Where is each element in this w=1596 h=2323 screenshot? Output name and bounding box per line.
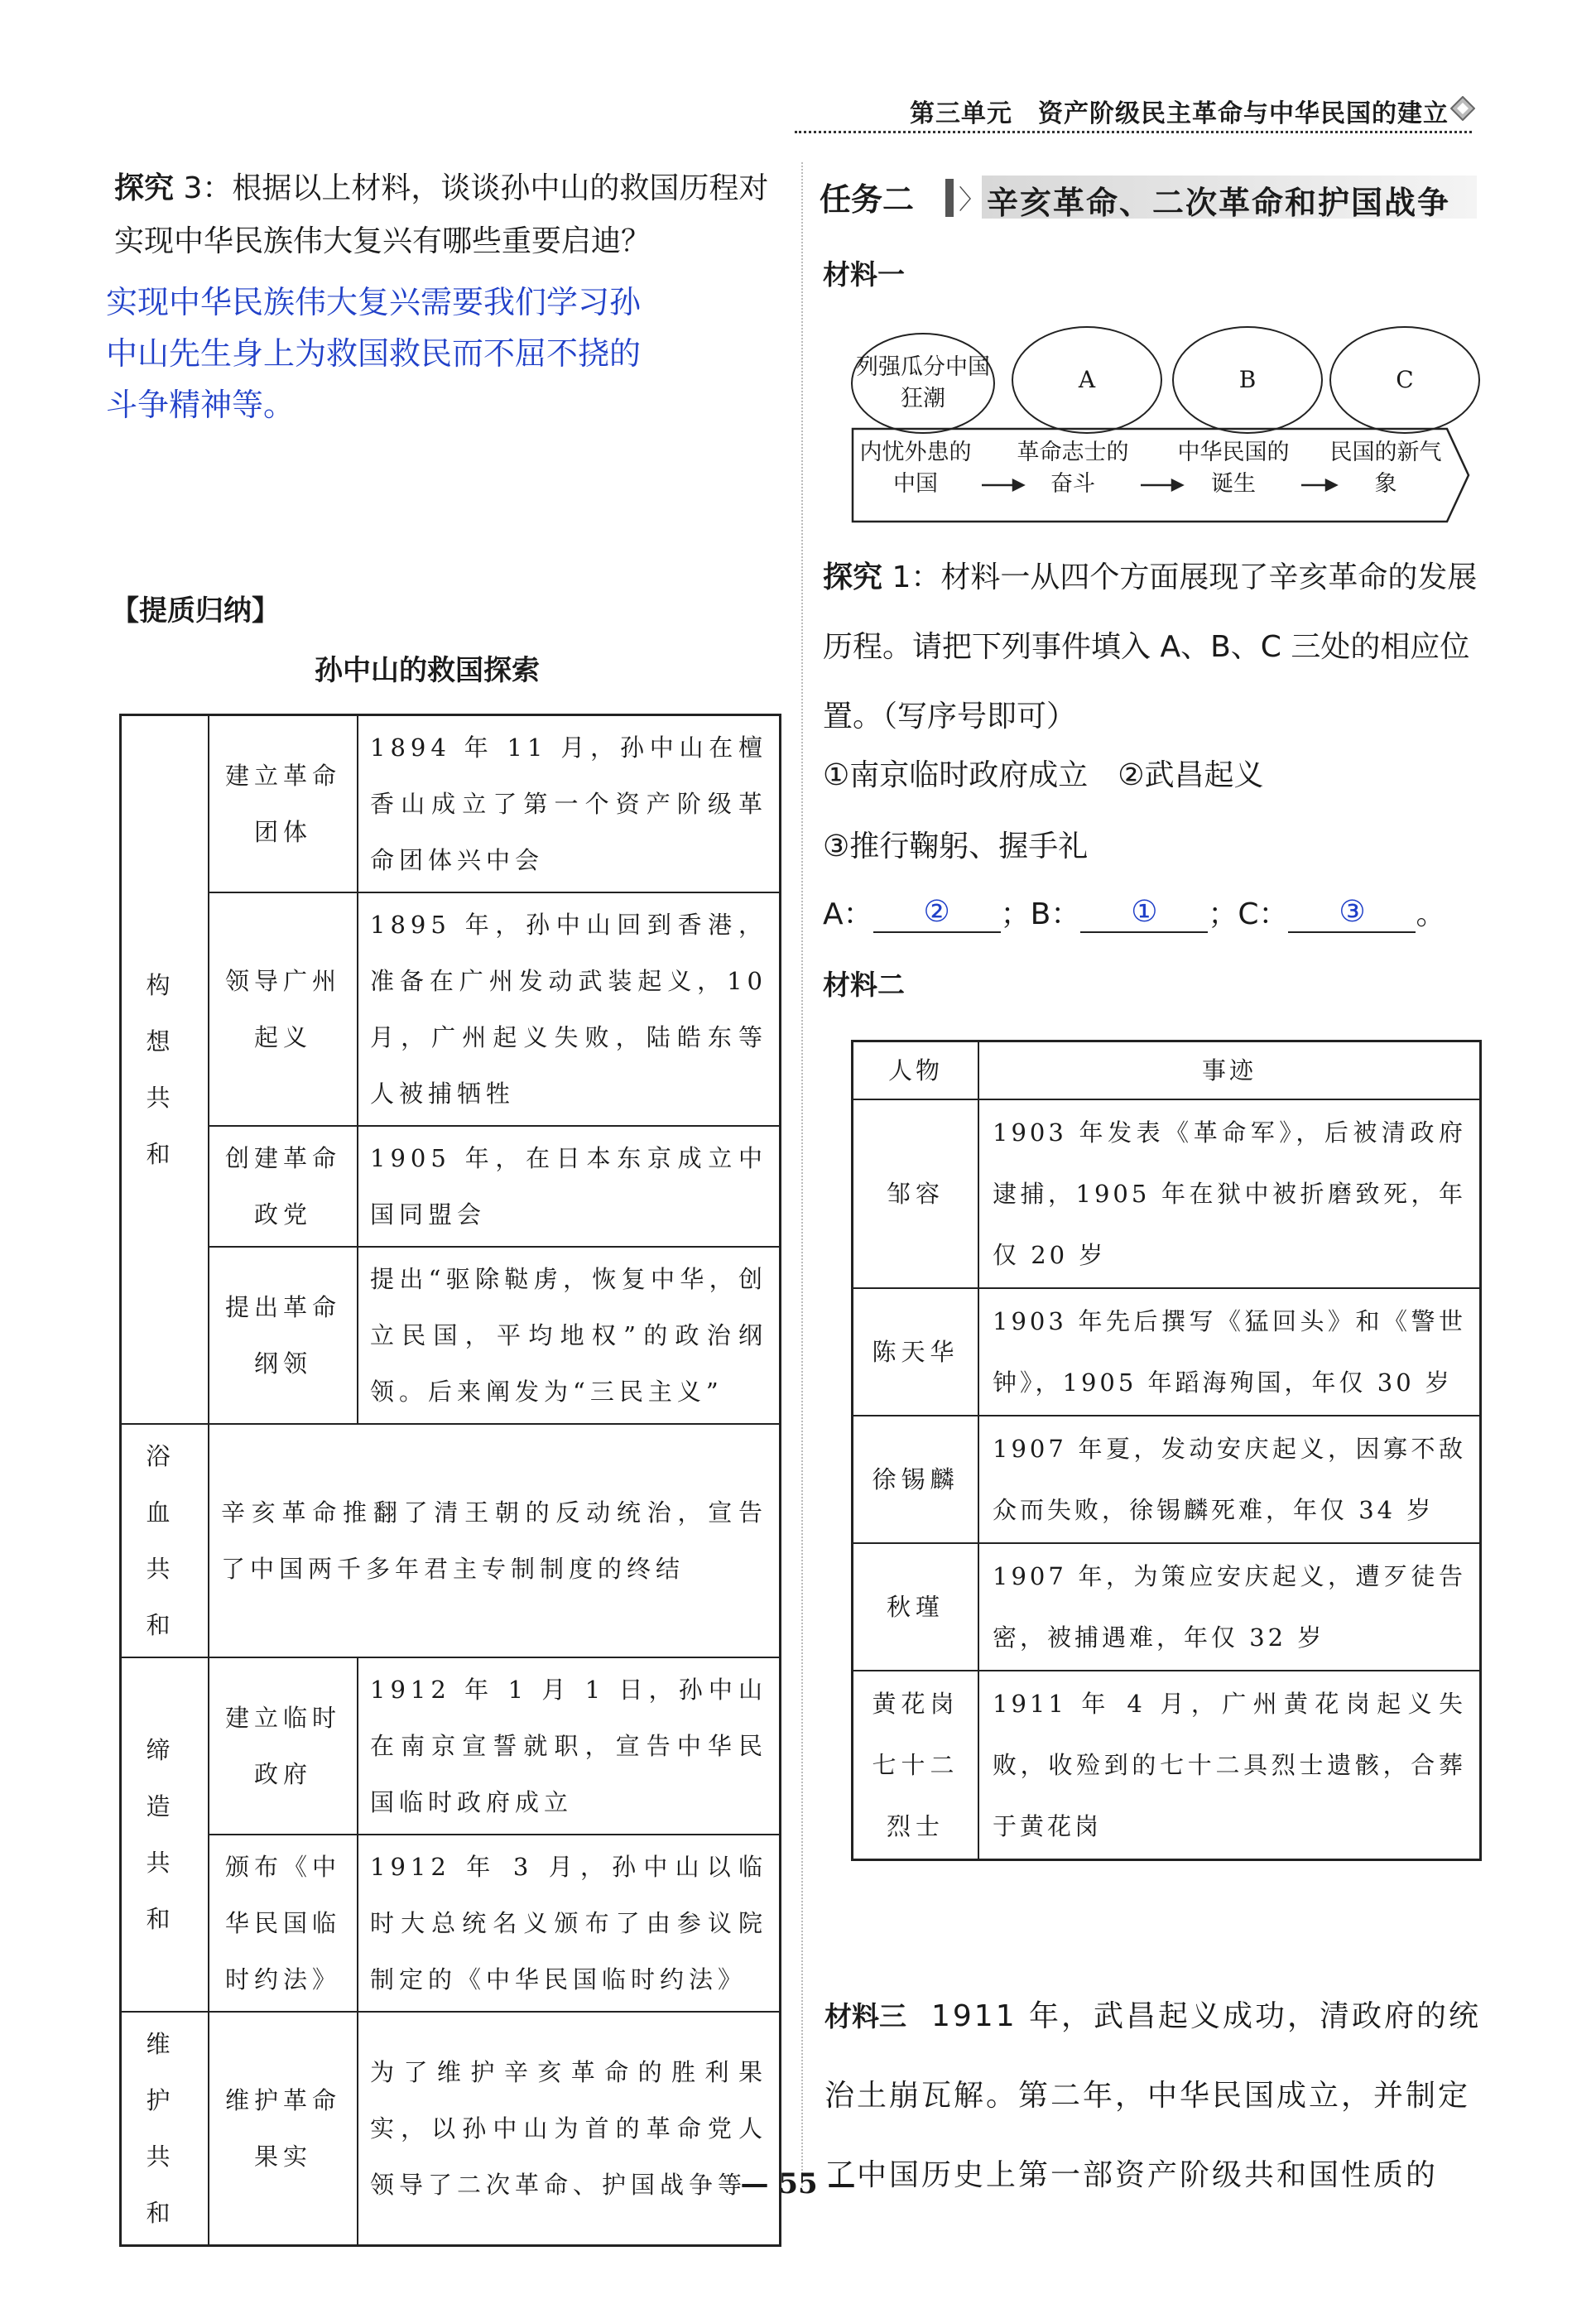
description-cell: 1912 年 1 月 1 日，孙中山在南京宣誓就职，宣告中华民国临时政府成立 <box>358 1657 781 1835</box>
header-diamond-icon <box>1450 96 1475 121</box>
description-cell: 提出“驱除鞑虏，恢复中华，创立民国，平均地权”的政治纲领。后来阐发为“三民主义” <box>358 1247 781 1424</box>
person-name: 黄花岗七十二烈士 <box>853 1671 979 1860</box>
diagram-ellipse-a: A <box>1012 326 1162 434</box>
task-label: 任务二 <box>820 181 915 218</box>
action-cell: 维护革命果实 <box>209 2012 358 2246</box>
blank-b-label: ；B： <box>1000 897 1081 931</box>
action-cell: 领导广州起义 <box>209 892 358 1126</box>
event-options-line-2: ③推行鞠躬、握手礼 <box>823 830 1089 863</box>
material-2-label: 材料二 <box>823 969 905 1001</box>
blank-a-answer[interactable]: ② <box>873 893 1001 933</box>
explore-1-question <box>823 543 1493 752</box>
explore-1-text: 1：材料一从四个方面展现了辛亥革命的发展历程。请把下列事件填入 A、B、C 三处的相应位置。（写序号即可） <box>823 560 1478 733</box>
action-cell: 颁布《中华民国临时约法》 <box>209 1835 358 2012</box>
material-1-label: 材料一 <box>823 258 905 291</box>
blank-c-answer[interactable]: ③ <box>1288 893 1416 933</box>
person-name: 秋瑾 <box>853 1543 979 1671</box>
unit-header-title: 第三单元 资产阶级民主革命与中华民国的建立 <box>910 99 1449 128</box>
task-banner <box>820 171 1482 222</box>
table-row <box>853 1288 1481 1416</box>
person-name: 邹容 <box>853 1099 979 1288</box>
chevron-right-icon: 〉 <box>959 184 986 215</box>
diagram-ellipse: 列强瓜分中国狂潮 <box>851 333 995 434</box>
table-row <box>853 1543 1481 1671</box>
flow-step: 内忧外患的中国 <box>859 440 972 497</box>
category-cell: 浴血共和 <box>121 1424 209 1657</box>
table-row <box>121 1657 781 1835</box>
person-name: 陈天华 <box>853 1288 979 1416</box>
flow-step: 民国的新气象 <box>1329 440 1442 497</box>
blank-a-label: A： <box>823 897 873 931</box>
description-cell: 辛亥革命推翻了清王朝的反动统治，宣告了中国两千多年君主专制制度的终结 <box>209 1424 781 1657</box>
sun-yatsen-exploration-table <box>119 714 781 2247</box>
action-cell: 创建革命政党 <box>209 1126 358 1247</box>
column-header-deeds: 事迹 <box>978 1041 1481 1100</box>
explore-1-label: 探究 <box>823 560 883 594</box>
explore-3-label: 探究 <box>114 171 175 205</box>
action-cell: 提出革命纲领 <box>209 1247 358 1424</box>
table-row <box>121 2012 781 2246</box>
action-cell: 建立革命团体 <box>209 715 358 893</box>
event-options-line-1: ①南京临时政府成立 ②武昌起义 <box>823 758 1264 792</box>
explore-3-text: 3：根据以上材料，谈谈孙中山的救国历程对实现中华民族伟大复兴有哪些重要启迪？ <box>114 171 769 258</box>
diagram-ellipse-b: B <box>1172 326 1323 434</box>
description-cell: 为了维护辛亥革命的胜利果实，以孙中山为首的革命党人领导了二次革命、护国战争等 <box>358 2012 781 2246</box>
table-row <box>853 1099 1481 1288</box>
explore-3-question <box>114 162 793 268</box>
material-3-text: 1911 年，武昌起义成功，清政府的统治土崩瓦解。第二年，中华民国成立，并制定了中国历史上第一部资产阶级共和国性质的 <box>824 1999 1482 2192</box>
description-cell: 1912 年 3 月，孙中山以临时大总统名义颁布了由参议院制定的《中华民国临时约法》 <box>358 1835 781 2012</box>
person-deed: 1907 年，为策应安庆起义，遭歹徒告密，被捕遇难，年仅 32 岁 <box>978 1543 1481 1671</box>
description-cell: 1894 年 11 月，孙中山在檀香山成立了第一个资产阶级革命团体兴中会 <box>358 715 781 893</box>
page-number: — 55 — <box>740 2167 856 2200</box>
task-title: 辛亥革命、二次革命和护国战争 <box>987 185 1451 221</box>
person-deed: 1907 年夏，发动安庆起义，因寡不敌众而失败，徐锡麟死难，年仅 34 岁 <box>978 1416 1481 1543</box>
header-rule <box>795 131 1472 133</box>
table-header-row <box>853 1041 1481 1100</box>
revolution-flow-diagram <box>844 318 1473 525</box>
flow-step: 革命志士的奋斗 <box>1017 440 1129 497</box>
table-row <box>121 715 781 893</box>
flow-step: 中华民国的诞生 <box>1177 440 1290 497</box>
person-deed: 1903 年发表《革命军》，后被清政府逮捕，1905 年在狱中被折磨致死，年仅 20 岁 <box>978 1099 1481 1288</box>
column-divider <box>801 162 803 2191</box>
explore-3-answer: 实现中华民族伟大复兴需要我们学习孙中山先生身上为救国救民而不屈不挠的斗争精神等。 <box>106 284 642 423</box>
table-row <box>121 1424 781 1657</box>
revolutionaries-table <box>851 1040 1482 1861</box>
blank-c-label: ；C： <box>1208 897 1289 931</box>
category-cell: 缔造共和 <box>121 1657 209 2012</box>
action-cell: 建立临时政府 <box>209 1657 358 1835</box>
person-deed: 1911 年 4 月，广州黄花岗起义失败，收殓到的七十二具烈士遗骸，合葬于黄花岗 <box>978 1671 1481 1860</box>
table-row <box>121 1835 781 2012</box>
description-cell: 1905 年，在日本东京成立中国同盟会 <box>358 1126 781 1247</box>
table-row <box>853 1671 1481 1860</box>
category-cell: 构想共和 <box>121 715 209 1425</box>
table-row <box>121 1247 781 1424</box>
blank-b-answer[interactable]: ① <box>1080 893 1208 933</box>
sun-table-title: 孙中山的救国探索 <box>315 654 540 687</box>
task-bar-icon <box>945 179 954 217</box>
material-3-label: 材料三 <box>824 2000 906 2032</box>
person-deed: 1903 年先后撰写《猛回头》和《警世钟》，1905 年蹈海殉国，年仅 30 岁 <box>978 1288 1481 1416</box>
person-name: 徐锡麟 <box>853 1416 979 1543</box>
table-row <box>121 892 781 1126</box>
category-cell: 维护共和 <box>121 2012 209 2246</box>
column-header-person: 人物 <box>853 1041 979 1100</box>
fill-end: 。 <box>1416 897 1446 931</box>
description-cell: 1895 年，孙中山回到香港，准备在广州发动武装起义，10 月，广州起义失败，陆皓东等人被捕牺牲 <box>358 892 781 1126</box>
fill-in-answers <box>823 891 1485 933</box>
summary-heading: 【提质归纳】 <box>111 594 280 628</box>
table-row <box>121 1126 781 1247</box>
diagram-ellipse-c: C <box>1329 326 1480 434</box>
table-row <box>853 1416 1481 1543</box>
